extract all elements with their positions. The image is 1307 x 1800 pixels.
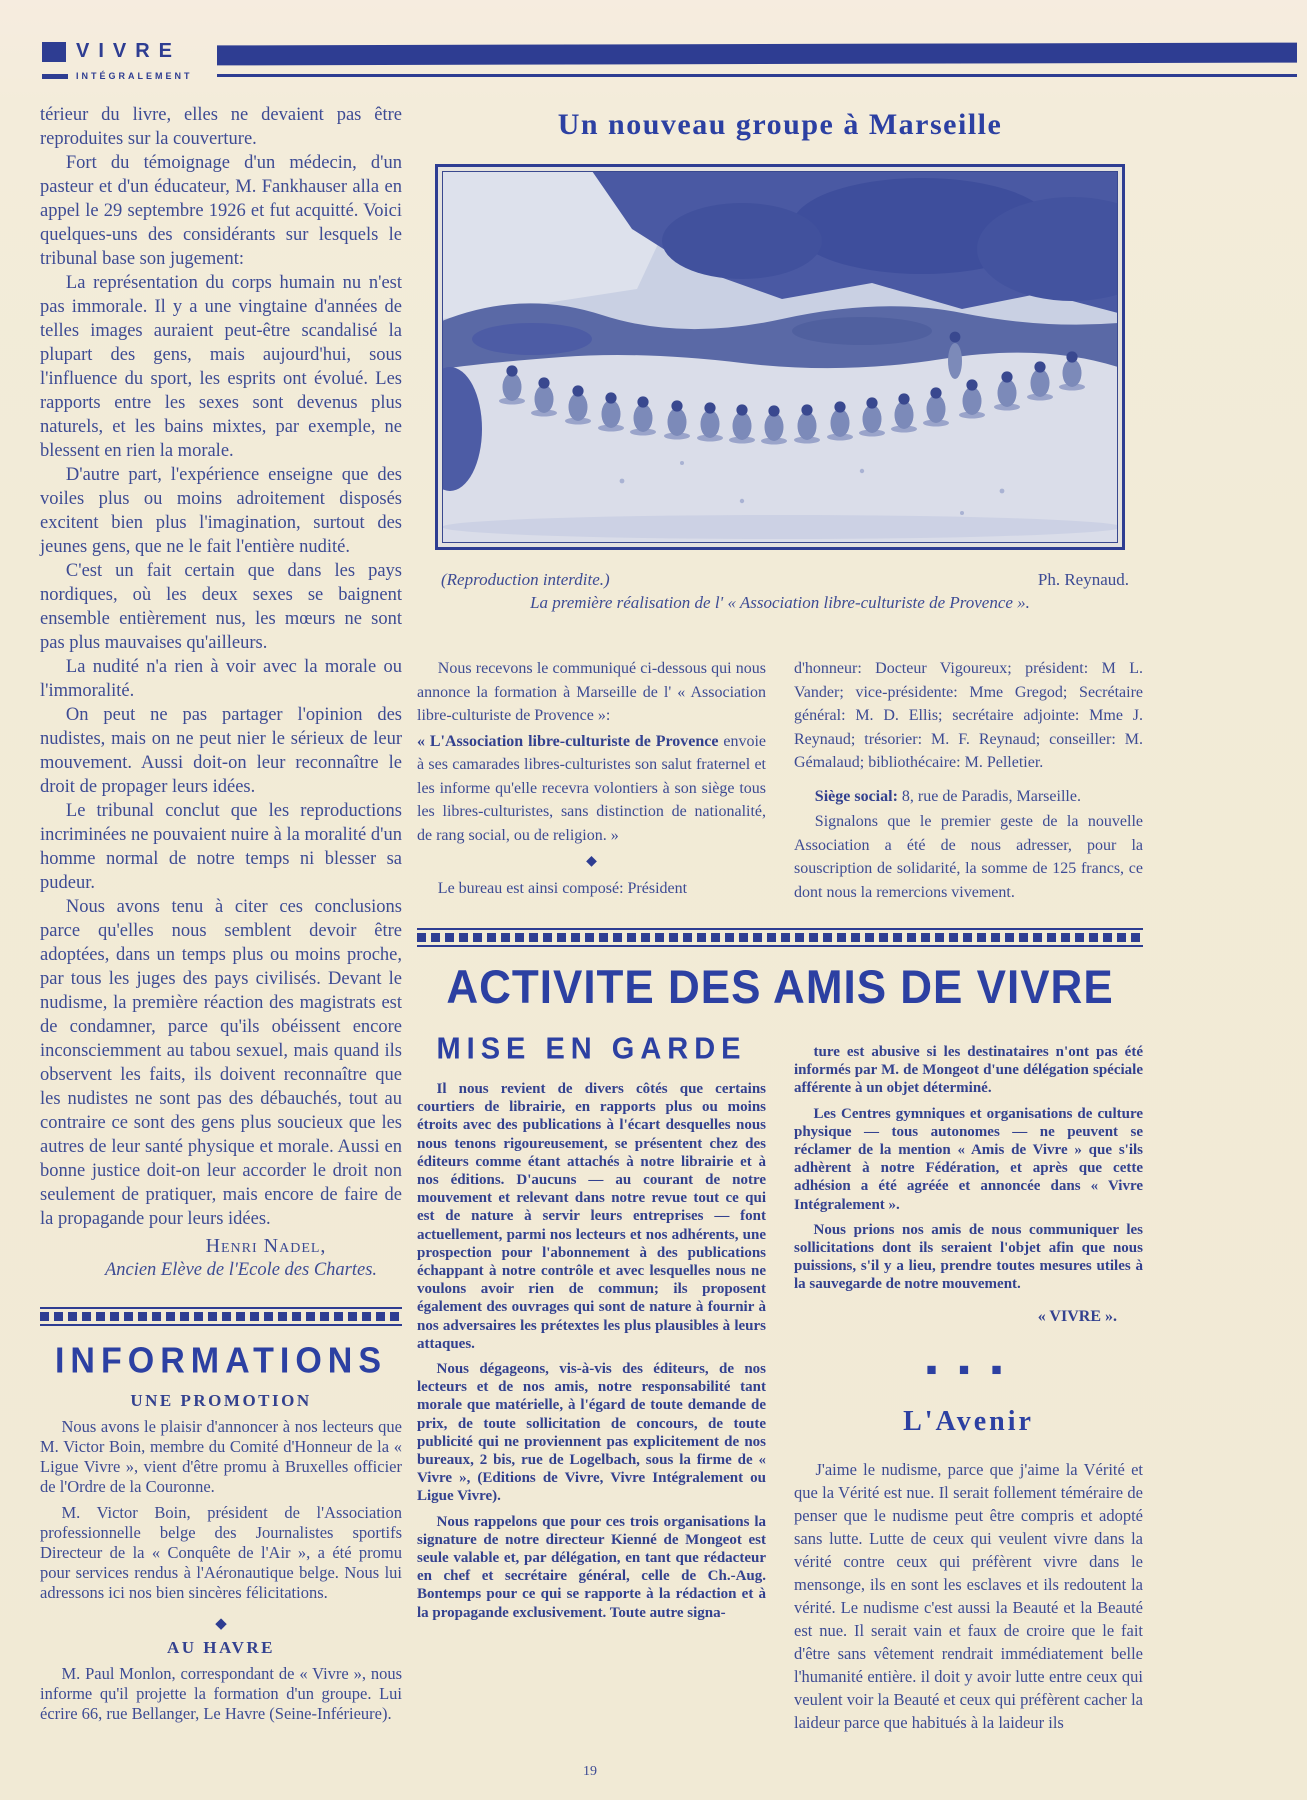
vivre-logo xyxy=(42,40,212,81)
activite-columns xyxy=(417,1027,1143,1734)
masthead-rule-thin xyxy=(217,74,1297,77)
checker-divider xyxy=(40,1307,402,1326)
siege-social-rest: 8, rue de Paradis, Marseille. xyxy=(897,787,1081,805)
squares-ornament: ■ ■ ■ xyxy=(926,1359,1011,1379)
informations-section xyxy=(40,1342,402,1724)
photo-caption-credit: Ph. Reynaud. xyxy=(1037,570,1129,589)
left-article xyxy=(40,103,402,1281)
havre-heading: AU HAVRE xyxy=(166,1638,275,1657)
siege-social-lead: Siège social: xyxy=(814,787,898,805)
masthead xyxy=(42,34,1297,104)
masthead-rule-thick xyxy=(217,43,1297,66)
marseille-col-1 xyxy=(417,657,766,906)
article-paragraph: La représentation du corps humain nu n'est pas immorale. Il y a une vingtaine d'années de telles images auraient peut-être scandalisé la plupart des gens, mais aujourd'hui, sous l'influence du sport, les esprits ont évolué. Les rapports entre les sexes sont devenus plus naturels, et les bains mixtes, par exemple, ne blessent en rien la morale. xyxy=(40,273,402,461)
diamond-ornament: ◆ xyxy=(215,1616,227,1632)
suite-paragraph: ture est abusive si les destinataires n'ont pas été informés par M. de Mongeot d'une délégation spéciale afférente à un objet déterminé. xyxy=(794,1044,1143,1097)
author-role: Ancien Elève de l'Ecole des Chartes. xyxy=(104,1260,378,1280)
marseille-col-2 xyxy=(794,657,1143,906)
article-paragraph: Nous avons tenu à citer ces conclusions parce qu'elles nous semblent devoir être adoptées, dans un temps plus ou moins proche, par tous les juges des pays civilisés. Devant le nudisme, la première réaction des magistrats est de condamner, parce qu'ils obéissent encore inconsciemment au tabou sexuel, mais quand ils observent les faits, ils doivent reconnaître que les nudistes ne sont pas des débauchés, tout au contraire ce sont des gens plus soucieux que les autres de leur santé physique et morale. Aussi en bonne justice doit-on leur accorder le droit non seulement de pratiquer, mais encore de faire de la propagande pour leurs idées. xyxy=(40,897,402,1229)
left-column xyxy=(40,103,402,1724)
photo-caption-center: La première réalisation de l' « Association libre-culturiste de Provence ». xyxy=(530,593,1030,612)
logo-square-icon xyxy=(42,42,66,62)
avenir-paragraph: J'aime le nudisme, parce que j'aime la Vérité et que la Vérité est nue. Il serait follement téméraire de penser que le nudisme peut être compris et adopté sans lutte. Lutte de ceux qui veulent vivre dans la vérité contre ceux qui préfèrent vivre dans le mensonge, ils en sont les esclaves et ils redoutent la vérité. Le nudisme c'est aussi la Beauté et la Beauté est nue. Il serait vain et faux de croire que le fait d'être sans vêtement rendrait immédiatement belle l'humanité entière. il doit y avoir lutte entre ceux qui veulent voir la Beauté et ceux qui préfèrent cacher la laideur parce que habitués à la laideur ils xyxy=(794,1459,1143,1732)
promotion-heading: UNE PROMOTION xyxy=(130,1391,312,1410)
article-paragraph: D'autre part, l'expérience enseigne que des voiles plus ou moins adroitement disposés excitent bien plus l'imagination, surtout des jeunes gens, que ne le fait l'entière nudité. xyxy=(40,465,402,557)
suite-paragraph: Nous prions nos amis de nous communiquer les sollicitations dont ils seraient l'objet afin que nous puissions, s'il y a lieu, prendre toutes mesures utiles à la sauvegarde de notre mouvement. xyxy=(794,1221,1143,1293)
right-column xyxy=(417,98,1143,1734)
promotion-paragraph: Nous avons le plaisir d'annoncer à nos lecteurs que M. Victor Boin, membre du Comité d'Honneur de la « Ligue Vivre », vient d'être promu à Bruxelles officier de l'Ordre de la Couronne. xyxy=(40,1417,402,1496)
article-paragraph: térieur du livre, elles ne devaient pas être reproduites sur la couverture. xyxy=(40,105,402,149)
informations-title: INFORMATIONS xyxy=(54,1341,387,1381)
promotion-paragraph: M. Victor Boin, président de l'Association professionnelle belge des Journalistes sportifs Directeur de la « Conquête de l'Air », a été promu pour services rendus à l'Aéronautique belge. Nous lui adressons ici nos bien sincères félicitations. xyxy=(40,1503,402,1602)
activite-right-column xyxy=(794,1027,1143,1734)
beach-photo-illustration xyxy=(442,171,1118,543)
marseille-headline: Un nouveau groupe à Marseille xyxy=(557,108,1003,141)
article-paragraph: On peut ne pas partager l'opinion des nudistes, mais on ne peut nier le sérieux de leur mouvement. Aussi doit-on leur reconnaître le droit de propager leurs idées. xyxy=(40,705,402,797)
article-paragraph: Le tribunal conclut que les reproductions incriminées ne pouvaient nuire à la moralité d'un homme normal de notre temps ni blesser sa pudeur. xyxy=(40,801,402,893)
page-number: 19 xyxy=(583,1764,597,1779)
photo-caption-left: (Reproduction interdite.) xyxy=(441,570,610,589)
communique-quote xyxy=(417,730,766,848)
checker-divider xyxy=(417,928,1143,947)
logo-dash-icon xyxy=(42,74,68,79)
garde-paragraph: Nous dégageons, vis-à-vis des éditeurs, de nos lecteurs et de nos amis, notre responsabilité tant morale que matérielle, à l'égard de toute demande de prix, de toute sollicitation de concours, de toute publicité qui ne proviennent pas explicitement de nos bureaux, 2 bis, rue de Logelbach, sous la firme de « Vivre », (Editions de Vivre, Vivre Intégralement ou Ligue Vivre). xyxy=(417,1361,766,1505)
mise-en-garde-column xyxy=(417,1027,766,1734)
article-paragraph: C'est un fait certain que dans les pays nordiques, où les deux sexes se baignent ensemble entièrement nus, les mœurs ne sont pas plus mauvaises qu'ailleurs. xyxy=(40,561,402,653)
havre-paragraph: M. Paul Monlon, correspondant de « Vivre », nous informe qu'il projette la formation d'un groupe. Lui écrire 66, rue Bellanger, Le Havre (Seine-Inférieure). xyxy=(40,1664,402,1723)
mise-en-garde-heading: MISE EN GARDE xyxy=(436,1032,747,1066)
beach-photo xyxy=(435,164,1125,550)
siege-social xyxy=(794,785,1143,809)
activite-headline: ACTIVITE DES AMIS DE VIVRE xyxy=(446,961,1114,1014)
communique-quote-rest: envoie à ses camarades libres-culturistes son salut fraternel et les informe qu'elle recevra volontiers à son siège tous les libres-culturistes, sans distinction de nationalité, de rang social, ou de religion. » xyxy=(417,732,766,844)
communique-quote-lead: « L'Association libre-culturiste de Provence xyxy=(417,732,719,750)
brand-title: VIVRE xyxy=(76,40,182,62)
author-signature: Henri Nadel, xyxy=(205,1235,327,1257)
garde-paragraph: Nous rappelons que pour ces trois organisations la signature de notre directeur Kienné de Mongeot est seule valable et, par délégation, en tant que rédacteur en chef et secrétaire général, celle de Ch.-Aug. Bontemps pour ce qui se rapporte à la rédaction et à la propagande exclusivement. Toute autre signa- xyxy=(417,1513,766,1621)
avenir-heading: L'Avenir xyxy=(903,1405,1034,1437)
vivre-signature: « VIVRE ». xyxy=(1037,1307,1117,1325)
suite-paragraph: Les Centres gymniques et organisations de culture physique — tous autonomes — ne peuvent se réclamer de la mention « Amis de Vivre » que s'ils adhèrent à notre Fédération, et après que cette adhésion a été agréée et annoncée dans « Vivre Intégralement ». xyxy=(794,1105,1143,1213)
diamond-ornament: ◆ xyxy=(586,854,597,869)
article-paragraph: Fort du témoignage d'un médecin, d'un pasteur et d'un éducateur, M. Fankhauser alla en appel le 29 septembre 1926 et fut acquitté. Voici quelques-uns des considérants sur lesquels le tribunal base son jugement: xyxy=(40,153,402,269)
brand-subtitle: INTÉGRALEMENT xyxy=(76,71,193,81)
article-paragraph: La nudité n'a rien à voir avec la morale ou l'immoralité. xyxy=(40,657,402,701)
souscription-paragraph: Signalons que le premier geste de la nouvelle Association a été de nous adresser, pour la souscription de solidarité, la somme de 125 francs, ce dont nous la remercions vivement. xyxy=(794,813,1143,901)
bureau-list: d'honneur: Docteur Vigoureux; président: M L. Vander; vice-présidente: Mme Gregod; Secrétaire général: M. D. Ellis; secrétaire adjointe: Mme J. Reynaud; trésorier: M. F. Reynaud; conseiller: M. Gémalaud; bibliothécaire: M. Pelletier. xyxy=(794,660,1143,771)
communique-intro: Nous recevons le communiqué ci-dessous qui nous annonce la formation à Marseille de l' « Association libre-culturiste de Provence »: xyxy=(417,660,766,724)
bureau-paragraph: Le bureau est ainsi composé: Président xyxy=(437,880,688,897)
marseille-columns xyxy=(417,657,1143,906)
garde-paragraph: Il nous revient de divers côtés que certains courtiers de librairie, en rapports plus ou moins étroits avec des publications à l'écart desquelles nous nous tenons rigoureusement, se présentent chez des éditeurs comme étant attachés à notre librairie et à nos éditions. D'aucuns — au courant de notre mouvement et relevant dans notre revue tout ce qui est de nature à servir leurs entreprises — font actuellement, parmi nos lecteurs et nos adhérents, une prospection pour l'abonnement à des publications échappant à notre contrôle et avec lesquelles nous ne voulons avoir rien de commun; ils proposent également des ouvrages qui sont de nature à fournir à nos adversaires les prétextes les plus plausibles à leurs attaques. xyxy=(417,1081,766,1352)
